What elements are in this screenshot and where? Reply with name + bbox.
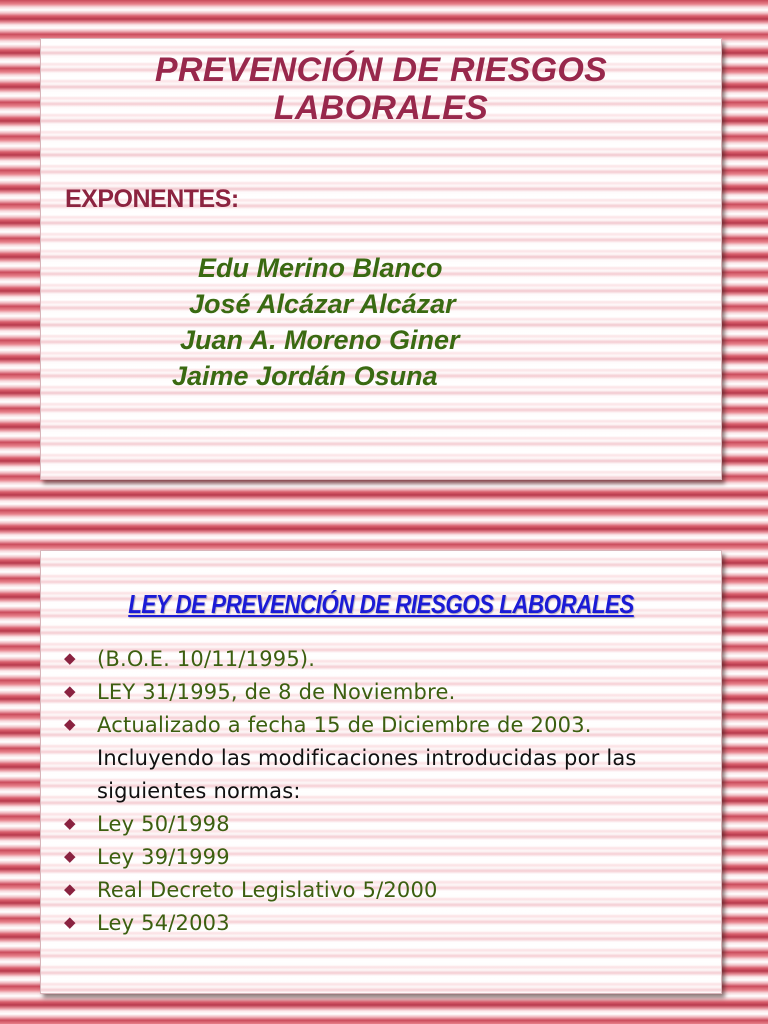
list-item: ◆ Real Decreto Legislativo 5/2000: [64, 878, 438, 902]
list-item: ◆ Actualizado a fecha 15 de Diciembre de 2003.: [64, 713, 592, 737]
title-slide: [40, 38, 722, 480]
diamond-bullet-icon: ◆: [64, 715, 76, 733]
speaker-name: Juan A. Moreno Giner: [180, 325, 460, 355]
slide-title: [41, 51, 721, 127]
list-item: ◆ Ley 50/1998: [64, 812, 230, 836]
exponentes-heading: EXPONENTES:: [65, 185, 239, 213]
law-slide: [40, 550, 722, 994]
list-item: ◆ Ley 39/1999: [64, 845, 230, 869]
title-line-2: LABORALES: [273, 89, 489, 127]
law-bullet-list: [41, 643, 721, 940]
list-item: ◆ Ley 54/2003: [64, 911, 230, 935]
speaker-name: Jaime Jordán Osuna: [172, 361, 438, 391]
diamond-bullet-icon: ◆: [64, 913, 76, 931]
speaker-name: José Alcázar Alcázar: [189, 289, 456, 319]
title-line-1: PREVENCIÓN DE RIESGOS: [154, 51, 608, 89]
diamond-bullet-icon: ◆: [64, 847, 76, 865]
law-title: LEY DE PREVENCIÓN DE RIESGOS LABORALES: [128, 589, 634, 619]
diamond-bullet-icon: ◆: [64, 880, 76, 898]
diamond-bullet-icon: ◆: [64, 814, 76, 832]
diamond-bullet-icon: ◆: [64, 649, 76, 667]
speaker-name: Edu Merino Blanco: [198, 253, 443, 283]
list-item: ◆ (B.O.E. 10/11/1995).: [64, 647, 316, 671]
list-item-continuation: siguientes normas:: [97, 779, 301, 803]
list-item: ◆ LEY 31/1995, de 8 de Noviembre.: [64, 680, 456, 704]
list-item-continuation: Incluyendo las modificaciones introducidas por las: [97, 746, 637, 770]
diamond-bullet-icon: ◆: [64, 682, 76, 700]
